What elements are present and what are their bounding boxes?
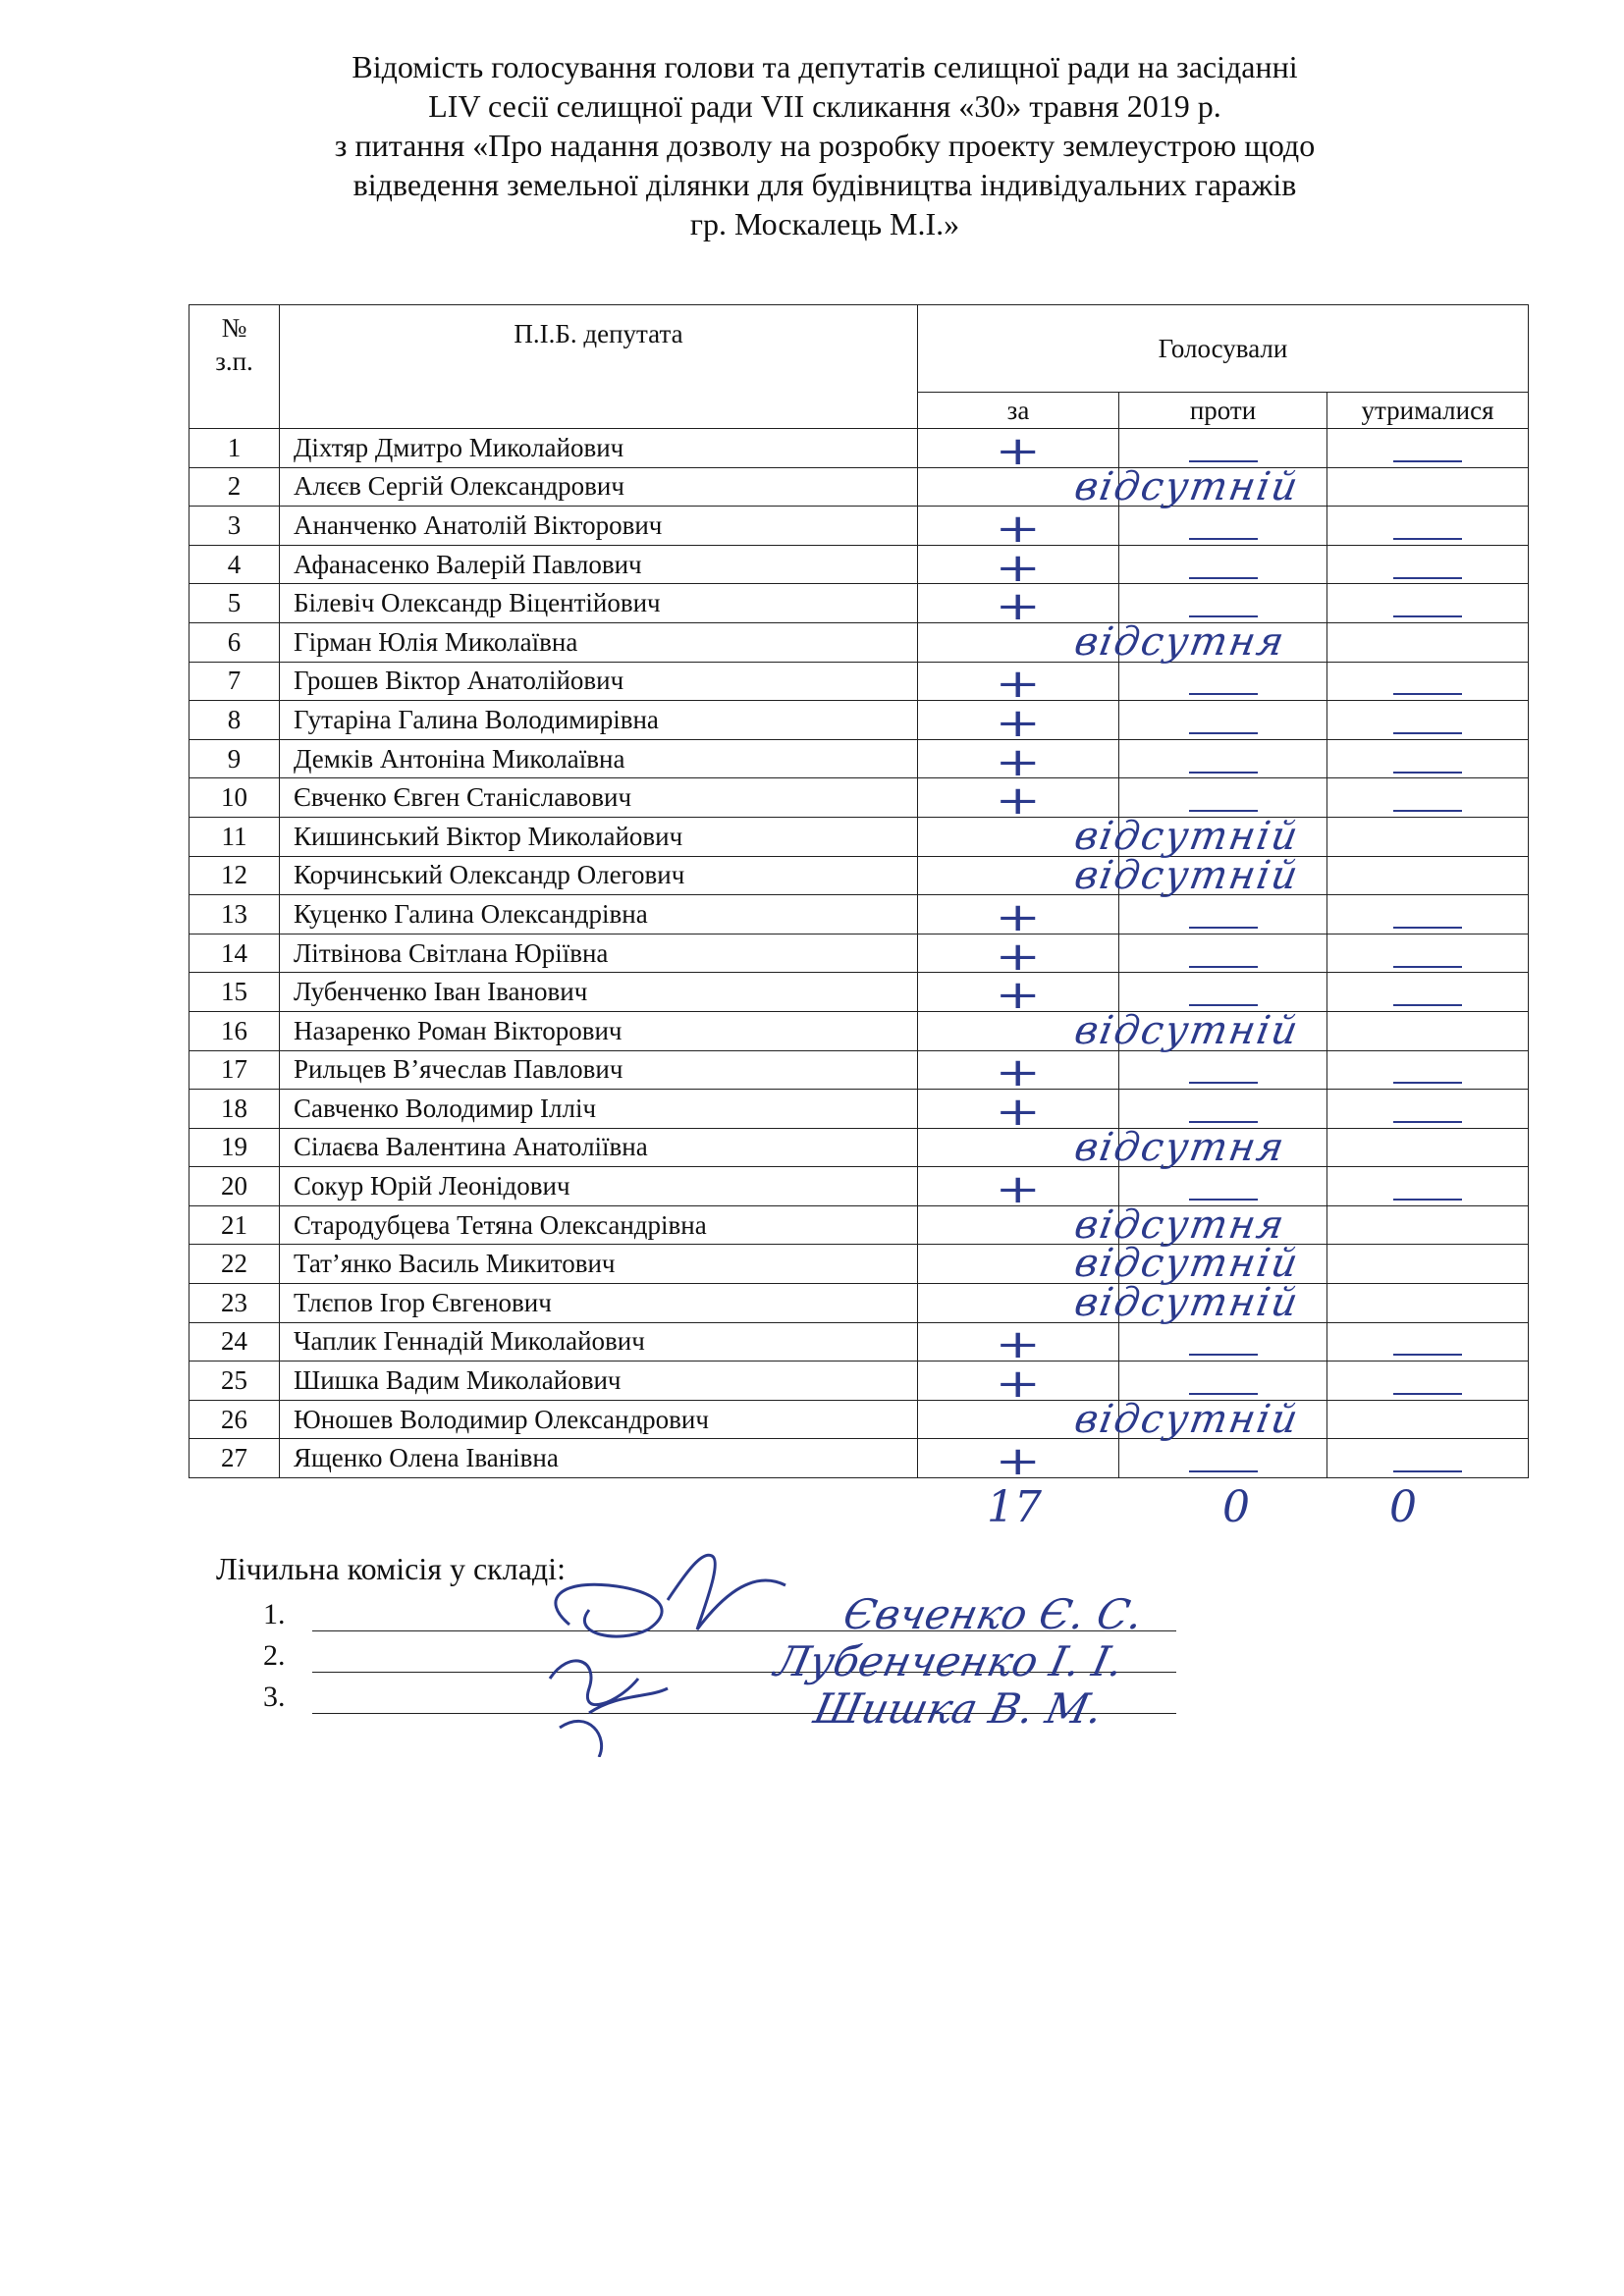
header-voted: Голосували [918,305,1529,393]
vote-abstained-cell [1327,622,1529,662]
dash-mark [1189,577,1258,579]
plus-mark: + [995,662,1042,708]
total-abstained: 0 [1389,1482,1417,1532]
row-number: 27 [189,1439,280,1478]
member-name-1: Євченко Є. С. [839,1590,1148,1638]
dash-mark [1393,772,1462,774]
vote-for-cell [918,1201,1289,1248]
vote-abstained-cell [1327,1322,1529,1362]
table-row [189,1439,1529,1478]
table-row [189,1011,1529,1050]
vote-abstained-cell [1327,1205,1529,1245]
table-row [189,429,1529,468]
dash-mark [1189,1354,1258,1356]
vote-abstained-cell [1327,1128,1529,1167]
deputy-name: Стародубцева Тетяна Олександрівна [280,1205,918,1245]
absent-note: відсутня [1070,618,1289,665]
deputy-name: Тат’янко Василь Микитович [280,1245,918,1284]
deputy-name: Білевіч Олександр Віцентійович [280,584,918,623]
vote-for-cell [918,463,1303,509]
header-name: П.І.Б. депутата [280,305,918,429]
dash-mark [1189,772,1258,774]
table-row [189,817,1529,856]
vote-abstained-cell [1327,1011,1529,1050]
absent-note: відсутній [1070,1396,1303,1442]
dash-mark [1393,460,1462,462]
table-row [189,467,1529,507]
vote-against-cell [1119,973,1327,1012]
vote-for-cell [918,1396,1303,1442]
commission-number: 1. [263,1598,286,1630]
dash-mark [1393,1393,1462,1395]
deputy-name: Діхтяр Дмитро Миколайович [280,429,918,468]
vote-against-cell [1119,895,1327,934]
dash-mark [1393,732,1462,734]
plus-mark: + [995,934,1042,980]
absent-note: відсутній [1070,1280,1303,1326]
absent-note: відсутній [1070,813,1303,859]
vote-against-cell [1119,1284,1327,1323]
vote-against-cell [1119,1128,1327,1167]
deputy-name: Кишинський Віктор Миколайович [280,817,918,856]
table-row [189,739,1529,778]
dash-mark [1189,1082,1258,1084]
row-number: 21 [189,1205,280,1245]
dash-mark [1189,538,1258,540]
header-against: проти [1119,393,1327,429]
row-number: 17 [189,1050,280,1090]
dash-mark [1189,732,1258,734]
plus-mark: + [995,1322,1042,1368]
deputy-name: Гірман Юлія Миколаївна [280,622,918,662]
absent-note: відсутня [1070,1201,1289,1248]
dash-mark [1393,927,1462,929]
vote-for-cell [918,545,1119,591]
commission-number: 3. [263,1681,286,1713]
deputy-name: Ананченко Анатолій Вікторович [280,507,918,546]
vote-abstained-cell [1327,1167,1529,1206]
plus-mark: + [995,1167,1042,1213]
row-number: 26 [189,1400,280,1439]
vote-for-cell [918,1089,1119,1135]
plus-mark: + [995,506,1042,552]
vote-for-cell [918,1124,1289,1170]
vote-abstained-cell [1327,1439,1529,1478]
vote-abstained-cell [1327,895,1529,934]
row-number: 20 [189,1167,280,1206]
vote-abstained-cell [1327,1400,1529,1439]
dash-mark [1189,966,1258,968]
row-number: 1 [189,429,280,468]
vote-for-cell [918,584,1119,630]
vote-against-cell [1119,856,1327,895]
row-number: 23 [189,1284,280,1323]
absent-note: відсутній [1070,852,1303,898]
row-number: 25 [189,1362,280,1401]
deputy-name: Юношев Володимир Олександрович [280,1400,918,1439]
dash-mark [1189,1470,1258,1472]
vote-abstained-cell [1327,1050,1529,1090]
vote-for-cell [918,1050,1119,1096]
vote-against-cell [1119,701,1327,740]
vote-for-cell [918,1439,1119,1485]
member-name-2: Лубенченко І. І. [770,1637,1128,1685]
total-against: 0 [1222,1482,1250,1532]
dash-mark [1393,1121,1462,1123]
dash-mark [1189,810,1258,812]
dash-mark [1393,577,1462,579]
dash-mark [1393,1199,1462,1201]
vote-for-cell [918,739,1119,785]
vote-against-cell [1119,1245,1327,1284]
row-number: 12 [189,856,280,895]
vote-against-cell [1119,662,1327,701]
deputy-name: Куценко Галина Олександрівна [280,895,918,934]
plus-mark: + [995,894,1042,940]
table-row [189,1362,1529,1401]
vote-for-cell [918,813,1303,859]
dash-mark [1189,693,1258,695]
table-row [189,1050,1529,1090]
table-row [189,934,1529,973]
table-row [189,778,1529,818]
deputy-name: Афанасенко Валерій Павлович [280,545,918,584]
plus-mark: + [995,545,1042,591]
dash-mark [1393,966,1462,968]
vote-abstained-cell [1327,662,1529,701]
table-row [189,973,1529,1012]
vote-against-cell [1119,739,1327,778]
vote-against-cell [1119,1205,1327,1245]
dash-mark [1393,1004,1462,1006]
vote-against-cell [1119,1362,1327,1401]
deputy-name: Ященко Олена Іванівна [280,1439,918,1478]
table-row [189,1284,1529,1323]
voting-table [189,304,1529,1485]
table-row [189,507,1529,546]
row-number: 13 [189,895,280,934]
plus-mark: + [995,778,1042,825]
vote-against-cell [1119,429,1327,468]
row-number: 4 [189,545,280,584]
deputy-name: Алєєв Сергій Олександрович [280,467,918,507]
vote-against-cell [1119,1090,1327,1129]
vote-abstained-cell [1327,934,1529,973]
deputy-name: Гутаріна Галина Володимирівна [280,701,918,740]
vote-abstained-cell [1327,1362,1529,1401]
deputy-name: Літвінова Світлана Юріївна [280,934,918,973]
dash-mark [1393,1470,1462,1472]
row-number: 5 [189,584,280,623]
header-number-label: № з.п. [215,313,253,376]
vote-for-cell [918,428,1119,474]
vote-against-cell [1119,1050,1327,1090]
plus-mark: + [995,1089,1042,1135]
deputy-name: Сокур Юрій Леонідович [280,1167,918,1206]
vote-against-cell [1119,622,1327,662]
vote-abstained-cell [1327,973,1529,1012]
plus-mark: + [995,1050,1042,1096]
vote-abstained-cell [1327,739,1529,778]
dash-mark [1393,1354,1462,1356]
table-row [189,856,1529,895]
table-row [189,1400,1529,1439]
row-number: 22 [189,1245,280,1284]
vote-against-cell [1119,934,1327,973]
vote-against-cell [1119,1011,1327,1050]
deputy-name: Рильцев В’ячеслав Павлович [280,1050,918,1090]
dash-mark [1393,1082,1462,1084]
vote-against-cell [1119,1439,1327,1478]
deputy-name: Євченко Євген Станіславович [280,778,918,818]
vote-for-cell [918,506,1119,552]
row-number: 8 [189,701,280,740]
vote-abstained-cell [1327,507,1529,546]
document-title [187,47,1463,243]
dash-mark [1393,810,1462,812]
deputy-name: Лубенченко Іван Іванович [280,973,918,1012]
vote-against-cell [1119,1167,1327,1206]
vote-abstained-cell [1327,467,1529,507]
member-name-3: Шишка В. М. [809,1684,1108,1733]
absent-note: відсутній [1070,1007,1303,1053]
table-row [189,584,1529,623]
vote-against-cell [1119,817,1327,856]
vote-for-cell [918,1241,1303,1287]
deputy-name: Демків Антоніна Миколаївна [280,739,918,778]
vote-against-cell [1119,584,1327,623]
row-number: 16 [189,1011,280,1050]
dash-mark [1189,1393,1258,1395]
dash-mark [1393,538,1462,540]
plus-mark: + [995,700,1042,746]
plus-mark: + [995,1439,1042,1485]
table-row [189,1128,1529,1167]
vote-totals [0,1482,1624,1531]
vote-for-cell [918,1280,1303,1326]
table-row [189,545,1529,584]
commission-number: 2. [263,1639,286,1672]
row-number: 6 [189,622,280,662]
vote-against-cell [1119,545,1327,584]
deputy-name: Чаплик Геннадій Миколайович [280,1322,918,1362]
table-row [189,701,1529,740]
vote-for-cell [918,618,1289,665]
vote-for-cell [918,934,1119,980]
absent-note: відсутній [1070,1241,1303,1287]
dash-mark [1189,615,1258,617]
commission-label: Лічильна комісія у складі: [216,1551,566,1586]
deputy-name: Шишка Вадим Миколайович [280,1362,918,1401]
table-row [189,895,1529,934]
table-row [189,1245,1529,1284]
vote-for-cell [918,1167,1119,1213]
plus-mark: + [995,584,1042,630]
dash-mark [1189,1004,1258,1006]
title-line: з питання «Про надання дозволу на розробку проекту землеустрою щодо [334,128,1316,163]
vote-abstained-cell [1327,1284,1529,1323]
deputy-name: Тлєпов Ігор Євгенович [280,1284,918,1323]
dash-mark [1393,615,1462,617]
vote-abstained-cell [1327,817,1529,856]
deputy-name: Сілаєва Валентина Анатоліївна [280,1128,918,1167]
vote-for-cell [918,973,1119,1019]
deputy-name: Корчинський Олександр Олегович [280,856,918,895]
vote-abstained-cell [1327,856,1529,895]
row-number: 19 [189,1128,280,1167]
vote-against-cell [1119,1400,1327,1439]
dash-mark [1189,927,1258,929]
row-number: 11 [189,817,280,856]
dash-mark [1393,693,1462,695]
row-number: 18 [189,1090,280,1129]
vote-for-cell [918,852,1303,898]
row-number: 7 [189,662,280,701]
header-abstained: утрималися [1327,393,1529,429]
title-line: Відомість голосування голови та депутатів селищної ради на засіданні [352,49,1298,84]
signature-scribble [530,1531,825,1757]
deputy-name: Грошев Віктор Анатолійович [280,662,918,701]
table-row [189,1205,1529,1245]
table-row [189,1322,1529,1362]
table-row [189,1090,1529,1129]
row-number: 2 [189,467,280,507]
title-line: відведення земельної ділянки для будівництва індивідуальних гаражів [352,167,1297,202]
header-for: за [918,393,1119,429]
plus-mark: + [995,739,1042,785]
vote-for-cell [918,662,1119,708]
deputy-name: Савченко Володимир Ілліч [280,1090,918,1129]
plus-mark: + [995,973,1042,1019]
deputy-name: Назаренко Роман Вікторович [280,1011,918,1050]
row-number: 24 [189,1322,280,1362]
dash-mark [1189,1121,1258,1123]
row-number: 3 [189,507,280,546]
vote-for-cell [918,1362,1119,1408]
vote-abstained-cell [1327,584,1529,623]
vote-against-cell [1119,778,1327,818]
vote-abstained-cell [1327,545,1529,584]
vote-abstained-cell [1327,701,1529,740]
vote-abstained-cell [1327,1245,1529,1284]
vote-against-cell [1119,467,1327,507]
row-number: 10 [189,778,280,818]
header-number [189,305,280,429]
vote-against-cell [1119,1322,1327,1362]
row-number: 15 [189,973,280,1012]
absent-note: відсутня [1070,1124,1289,1170]
vote-abstained-cell [1327,778,1529,818]
table-row [189,622,1529,662]
voting-table-body [189,428,1529,1485]
vote-for-cell [918,700,1119,746]
row-number: 14 [189,934,280,973]
plus-mark: + [995,1362,1042,1408]
vote-for-cell [918,1322,1119,1368]
title-line: LIV сесії селищної ради VII скликання «30» травня 2019 р. [428,88,1221,124]
plus-mark: + [995,428,1042,474]
dash-mark [1189,1199,1258,1201]
vote-against-cell [1119,507,1327,546]
total-for: 17 [987,1482,1042,1532]
vote-abstained-cell [1327,1090,1529,1129]
table-row [189,1167,1529,1206]
vote-for-cell [918,894,1119,940]
table-row [189,662,1529,701]
vote-abstained-cell [1327,429,1529,468]
vote-for-cell [918,1007,1303,1053]
absent-note: відсутній [1070,463,1303,509]
title-line: гр. Москалець М.І.» [689,206,960,241]
dash-mark [1189,460,1258,462]
vote-for-cell [918,778,1119,825]
row-number: 9 [189,739,280,778]
